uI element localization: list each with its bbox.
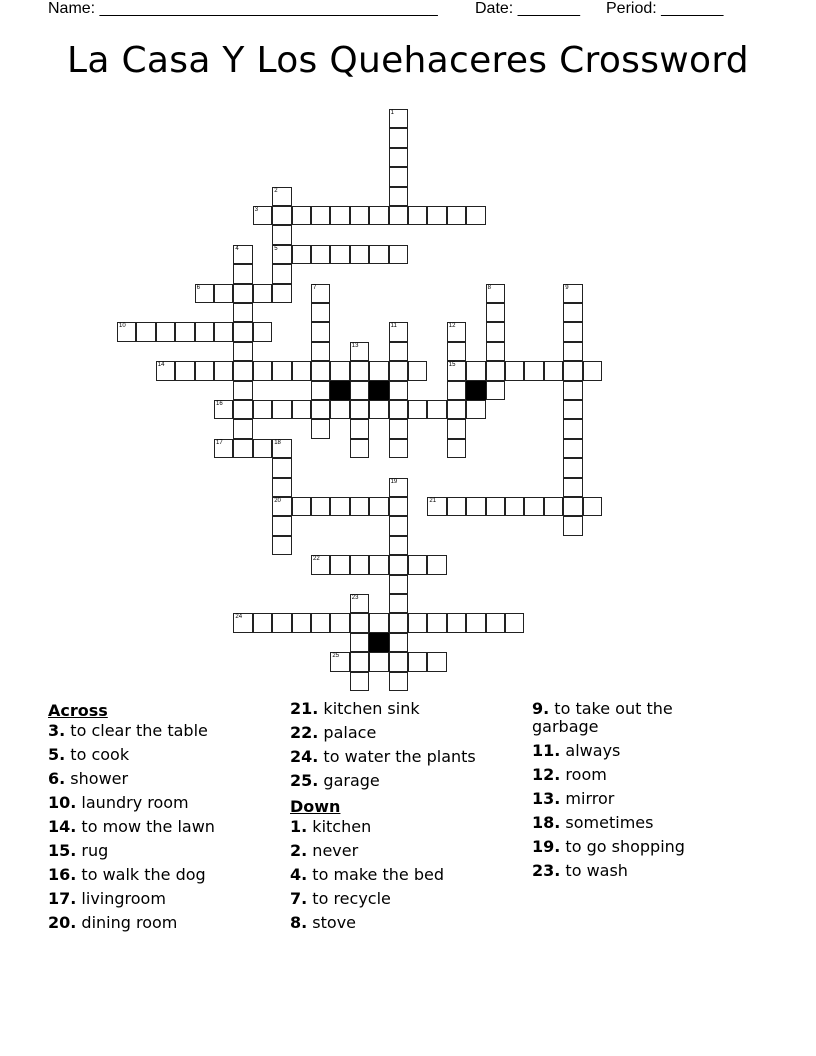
clue-number-label: 23.: [532, 861, 561, 880]
grid-cell[interactable]: [253, 322, 272, 341]
clue-number-label: 1.: [290, 817, 308, 836]
grid-cell[interactable]: [272, 264, 291, 283]
grid-cell[interactable]: [195, 361, 214, 380]
grid-cell[interactable]: [563, 478, 582, 497]
grid-cell[interactable]: [389, 594, 408, 613]
grid-cell[interactable]: [330, 613, 349, 632]
clue-number-label: 25.: [290, 771, 319, 790]
grid-cell[interactable]: [311, 303, 330, 322]
clue-item: [532, 790, 732, 808]
grid-cell[interactable]: [563, 381, 582, 400]
grid-cell[interactable]: [253, 613, 272, 632]
clue-text: to make the bed: [307, 865, 444, 884]
clue-number: 14: [157, 362, 165, 369]
grid-cell[interactable]: [486, 322, 505, 341]
grid-cell[interactable]: [272, 206, 291, 225]
clue-text: rug: [76, 841, 109, 860]
grid-cell[interactable]: [272, 613, 291, 632]
clue-text: to go shopping: [560, 837, 685, 856]
grid-cell[interactable]: [272, 284, 291, 303]
grid-cell[interactable]: [427, 555, 446, 574]
grid-cell[interactable]: [505, 613, 524, 632]
grid-cell[interactable]: [350, 381, 369, 400]
grid-cell[interactable]: [253, 439, 272, 458]
grid-cell[interactable]: [389, 400, 408, 419]
clue-number-label: 4.: [290, 865, 308, 884]
grid-cell[interactable]: [466, 206, 485, 225]
grid-cell[interactable]: [466, 497, 485, 516]
grid-cell[interactable]: [214, 439, 233, 458]
grid-cell[interactable]: [389, 516, 408, 535]
grid-cell[interactable]: [389, 555, 408, 574]
clue-number: 9: [565, 284, 569, 291]
black-square: [330, 381, 349, 400]
grid-cell[interactable]: [369, 497, 388, 516]
grid-cell[interactable]: [486, 303, 505, 322]
grid-cell[interactable]: [408, 555, 427, 574]
grid-cell[interactable]: [408, 613, 427, 632]
clue-item: [290, 818, 520, 836]
clue-text: laundry room: [76, 793, 189, 812]
clue-number: 3: [254, 207, 259, 213]
grid-cell[interactable]: [214, 400, 233, 419]
clue-number-label: 3.: [48, 721, 66, 740]
grid-cell[interactable]: [292, 361, 311, 380]
grid-cell[interactable]: [563, 419, 582, 438]
grid-cell[interactable]: [156, 361, 175, 380]
clue-number-label: 14.: [48, 817, 77, 836]
grid-cell[interactable]: [175, 361, 194, 380]
grid-cell[interactable]: [311, 497, 330, 516]
clue-number: 24: [235, 614, 243, 621]
clue-number-label: 16.: [48, 865, 77, 884]
grid-cell[interactable]: [272, 497, 291, 516]
clue-text: sometimes: [560, 813, 654, 832]
period-field[interactable]: Period: _______: [606, 0, 724, 17]
clue-column-1: [48, 700, 278, 938]
grid-cell[interactable]: [214, 322, 233, 341]
clue-text: kitchen: [307, 817, 372, 836]
clue-item: [532, 814, 732, 832]
clue-column-3: [532, 700, 732, 886]
grid-cell[interactable]: [427, 206, 446, 225]
clue-number-label: 5.: [48, 745, 66, 764]
grid-cell[interactable]: [350, 206, 369, 225]
clue-number: 23: [351, 595, 359, 601]
grid-cell[interactable]: [447, 613, 466, 632]
clue-item: [48, 746, 278, 764]
clue-text: to wash: [560, 861, 628, 880]
grid-cell[interactable]: [427, 652, 446, 671]
black-square: [369, 633, 388, 652]
clue-item: [48, 722, 278, 740]
clue-number-label: 19.: [532, 837, 561, 856]
clue-number-label: 22.: [290, 723, 319, 742]
grid-cell[interactable]: [292, 206, 311, 225]
grid-cell[interactable]: [505, 497, 524, 516]
grid-cell[interactable]: [389, 128, 408, 147]
clue-number: 20: [274, 498, 281, 504]
grid-cell[interactable]: [466, 400, 485, 419]
grid-cell[interactable]: [389, 109, 408, 128]
clue-item: [532, 742, 732, 760]
grid-cell[interactable]: [311, 206, 330, 225]
grid-cell[interactable]: [330, 652, 349, 671]
clue-number-label: 21.: [290, 699, 319, 718]
grid-cell[interactable]: [486, 284, 505, 303]
grid-cell[interactable]: [563, 361, 582, 380]
grid-cell[interactable]: [292, 245, 311, 264]
clue-item: [290, 748, 520, 766]
clue-number: 19: [390, 478, 398, 485]
clue-number: 2: [274, 187, 278, 194]
black-square: [369, 381, 388, 400]
clue-number: 22: [313, 556, 320, 563]
grid-cell[interactable]: [292, 497, 311, 516]
clue-item: [290, 866, 520, 884]
clue-number: 5: [274, 245, 278, 252]
clue-item: [532, 766, 732, 784]
grid-cell[interactable]: [195, 322, 214, 341]
grid-cell[interactable]: [195, 284, 214, 303]
grid-cell[interactable]: [350, 594, 369, 613]
grid-cell[interactable]: [330, 361, 349, 380]
grid-cell[interactable]: [505, 361, 524, 380]
grid-cell[interactable]: [311, 419, 330, 438]
grid-cell[interactable]: [233, 361, 252, 380]
grid-cell[interactable]: [563, 516, 582, 535]
grid-cell[interactable]: [272, 458, 291, 477]
grid-cell[interactable]: [350, 497, 369, 516]
clue-text: to mow the lawn: [76, 817, 215, 836]
grid-cell[interactable]: [233, 381, 252, 400]
grid-cell[interactable]: [292, 613, 311, 632]
grid-cell[interactable]: [350, 672, 369, 691]
grid-cell[interactable]: [389, 381, 408, 400]
clue-text: room: [560, 765, 607, 784]
grid-cell[interactable]: [369, 361, 388, 380]
clue-number-label: 12.: [532, 765, 561, 784]
grid-cell[interactable]: [563, 322, 582, 341]
grid-cell[interactable]: [330, 206, 349, 225]
clue-item: [290, 700, 520, 718]
grid-cell[interactable]: [563, 400, 582, 419]
grid-cell[interactable]: [563, 342, 582, 361]
grid-cell[interactable]: [350, 400, 369, 419]
clue-number-label: 17.: [48, 889, 77, 908]
grid-cell[interactable]: [311, 400, 330, 419]
clue-item: [290, 724, 520, 742]
clue-number-label: 13.: [532, 789, 561, 808]
across-heading: Across: [48, 701, 108, 720]
grid-cell[interactable]: [389, 167, 408, 186]
clue-number: 12: [448, 323, 456, 330]
clue-item: [48, 914, 278, 932]
clue-number: 18: [274, 439, 281, 446]
grid-cell[interactable]: [447, 419, 466, 438]
grid-cell[interactable]: [447, 361, 466, 380]
grid-cell[interactable]: [466, 613, 485, 632]
clue-number-label: 6.: [48, 769, 66, 788]
grid-cell[interactable]: [389, 322, 408, 341]
grid-cell[interactable]: [233, 342, 252, 361]
page-header: [48, 0, 788, 20]
clue-number: 4: [235, 245, 239, 252]
grid-cell[interactable]: [563, 303, 582, 322]
grid-cell[interactable]: [272, 478, 291, 497]
grid-cell[interactable]: [389, 206, 408, 225]
clue-item: [48, 866, 278, 884]
grid-cell[interactable]: [136, 322, 155, 341]
clue-item: [48, 842, 278, 860]
grid-cell[interactable]: [330, 400, 349, 419]
grid-cell[interactable]: [447, 342, 466, 361]
grid-cell[interactable]: [369, 245, 388, 264]
grid-cell[interactable]: [563, 458, 582, 477]
name-field[interactable]: Name: ______________________________________: [48, 0, 438, 17]
grid-cell[interactable]: [330, 555, 349, 574]
clue-text: mirror: [560, 789, 615, 808]
clue-text: never: [307, 841, 359, 860]
clue-item: [48, 770, 278, 788]
clue-number-label: 24.: [290, 747, 319, 766]
grid-cell[interactable]: [389, 672, 408, 691]
grid-cell[interactable]: [350, 652, 369, 671]
clue-number-label: 20.: [48, 913, 77, 932]
grid-cell[interactable]: [233, 303, 252, 322]
grid-cell[interactable]: [350, 342, 369, 361]
page-title: La Casa Y Los Quehaceres Crossword: [67, 40, 749, 81]
grid-cell[interactable]: [447, 322, 466, 341]
grid-cell[interactable]: [233, 400, 252, 419]
grid-cell[interactable]: [272, 516, 291, 535]
grid-cell[interactable]: [350, 439, 369, 458]
grid-cell[interactable]: [253, 400, 272, 419]
grid-cell[interactable]: [563, 439, 582, 458]
clue-item: [532, 838, 732, 856]
black-square: [466, 381, 485, 400]
grid-cell[interactable]: [408, 361, 427, 380]
clue-item: [290, 772, 520, 790]
clue-item: [532, 862, 732, 880]
grid-cell[interactable]: [350, 245, 369, 264]
clue-text: to cook: [65, 745, 130, 764]
clue-text: always: [560, 741, 621, 760]
clue-text: to take out the garbage: [532, 699, 673, 736]
grid-cell[interactable]: [330, 245, 349, 264]
clue-item: [48, 818, 278, 836]
grid-cell[interactable]: [389, 187, 408, 206]
clue-number: 1: [390, 110, 394, 116]
grid-cell[interactable]: [408, 206, 427, 225]
clue-number: 21: [429, 498, 437, 504]
clue-text: dining room: [76, 913, 178, 932]
grid-cell[interactable]: [272, 187, 291, 206]
clue-item: [48, 794, 278, 812]
clue-text: kitchen sink: [318, 699, 420, 718]
grid-cell[interactable]: [214, 361, 233, 380]
grid-cell[interactable]: [486, 361, 505, 380]
grid-cell[interactable]: [214, 284, 233, 303]
grid-cell[interactable]: [233, 419, 252, 438]
grid-cell[interactable]: [292, 400, 311, 419]
grid-cell[interactable]: [175, 322, 194, 341]
grid-cell[interactable]: [369, 652, 388, 671]
grid-cell[interactable]: [272, 439, 291, 458]
grid-cell[interactable]: [563, 284, 582, 303]
grid-cell[interactable]: [369, 555, 388, 574]
clue-text: shower: [65, 769, 129, 788]
grid-cell[interactable]: [233, 613, 252, 632]
clue-number: 7: [313, 284, 317, 291]
clue-item: [290, 842, 520, 860]
grid-cell[interactable]: [389, 575, 408, 594]
clue-number-label: 18.: [532, 813, 561, 832]
grid-cell[interactable]: [389, 497, 408, 516]
grid-cell[interactable]: [311, 555, 330, 574]
clue-number-label: 15.: [48, 841, 77, 860]
grid-cell[interactable]: [117, 322, 136, 341]
grid-cell[interactable]: [272, 536, 291, 555]
clue-number: 16: [216, 401, 223, 407]
clue-number-label: 10.: [48, 793, 77, 812]
grid-cell[interactable]: [583, 497, 602, 516]
grid-cell[interactable]: [389, 633, 408, 652]
clue-text: to walk the dog: [76, 865, 206, 884]
clue-text: garage: [318, 771, 380, 790]
grid-cell[interactable]: [447, 206, 466, 225]
grid-cell[interactable]: [524, 361, 543, 380]
clue-number: 8: [487, 284, 491, 291]
clue-text: to recycle: [307, 889, 391, 908]
grid-cell[interactable]: [486, 381, 505, 400]
down-heading: Down: [290, 797, 341, 816]
grid-cell[interactable]: [447, 400, 466, 419]
clue-item: [290, 890, 520, 908]
grid-cell[interactable]: [369, 206, 388, 225]
clue-text: to clear the table: [65, 721, 208, 740]
grid-cell[interactable]: [427, 613, 446, 632]
clue-text: stove: [307, 913, 357, 932]
grid-cell[interactable]: [563, 497, 582, 516]
grid-cell[interactable]: [330, 497, 349, 516]
grid-cell[interactable]: [350, 613, 369, 632]
grid-cell[interactable]: [350, 361, 369, 380]
clue-number: 25: [332, 653, 340, 660]
clue-text: to water the plants: [318, 747, 476, 766]
clue-number-label: 7.: [290, 889, 308, 908]
grid-cell[interactable]: [427, 497, 446, 516]
grid-cell[interactable]: [389, 342, 408, 361]
grid-cell[interactable]: [311, 613, 330, 632]
clue-text: palace: [318, 723, 377, 742]
clue-item: [532, 700, 732, 736]
grid-cell[interactable]: [272, 361, 291, 380]
grid-cell[interactable]: [233, 264, 252, 283]
clue-item: [290, 914, 520, 932]
clue-column-2: [290, 700, 520, 938]
grid-cell[interactable]: [389, 439, 408, 458]
grid-cell[interactable]: [389, 478, 408, 497]
grid-cell[interactable]: [389, 652, 408, 671]
grid-cell[interactable]: [350, 633, 369, 652]
clue-number-label: 2.: [290, 841, 308, 860]
clue-number: 6: [196, 284, 200, 291]
clue-number: 13: [351, 342, 359, 349]
grid-cell[interactable]: [389, 536, 408, 555]
grid-cell[interactable]: [524, 497, 543, 516]
grid-cell[interactable]: [311, 342, 330, 361]
grid-cell[interactable]: [486, 497, 505, 516]
grid-cell[interactable]: [156, 322, 175, 341]
grid-cell[interactable]: [389, 613, 408, 632]
grid-cell[interactable]: [389, 419, 408, 438]
grid-cell[interactable]: [311, 361, 330, 380]
clue-number: 17: [216, 439, 223, 446]
grid-cell[interactable]: [272, 400, 291, 419]
grid-cell[interactable]: [389, 361, 408, 380]
date-field[interactable]: Date: _______: [475, 0, 580, 17]
clue-text: livingroom: [76, 889, 166, 908]
grid-cell[interactable]: [311, 284, 330, 303]
grid-cell[interactable]: [466, 361, 485, 380]
clue-number: 10: [119, 323, 126, 330]
clue-number: 11: [390, 323, 397, 330]
clue-number: 15: [448, 362, 456, 369]
grid-cell[interactable]: [253, 206, 272, 225]
grid-cell[interactable]: [427, 400, 446, 419]
grid-cell[interactable]: [350, 555, 369, 574]
grid-cell[interactable]: [350, 419, 369, 438]
grid-cell[interactable]: [447, 497, 466, 516]
grid-cell[interactable]: [233, 439, 252, 458]
grid-cell[interactable]: [389, 148, 408, 167]
grid-cell[interactable]: [253, 284, 272, 303]
grid-cell[interactable]: [369, 400, 388, 419]
grid-cell[interactable]: [272, 245, 291, 264]
grid-cell[interactable]: [544, 497, 563, 516]
grid-cell[interactable]: [311, 381, 330, 400]
grid-cell[interactable]: [583, 361, 602, 380]
grid-cell[interactable]: [408, 400, 427, 419]
grid-cell[interactable]: [311, 322, 330, 341]
grid-cell[interactable]: [447, 439, 466, 458]
grid-cell[interactable]: [486, 342, 505, 361]
clue-item: [48, 890, 278, 908]
grid-cell[interactable]: [253, 361, 272, 380]
grid-cell[interactable]: [544, 361, 563, 380]
grid-cell[interactable]: [233, 284, 252, 303]
grid-cell[interactable]: [233, 245, 252, 264]
grid-cell[interactable]: [311, 245, 330, 264]
grid-cell[interactable]: [486, 613, 505, 632]
grid-cell[interactable]: [389, 245, 408, 264]
grid-cell[interactable]: [369, 613, 388, 632]
clue-number-label: 8.: [290, 913, 308, 932]
grid-cell[interactable]: [447, 381, 466, 400]
grid-cell[interactable]: [233, 322, 252, 341]
clue-number-label: 11.: [532, 741, 561, 760]
grid-cell[interactable]: [272, 225, 291, 244]
clue-number-label: 9.: [532, 699, 550, 718]
grid-cell[interactable]: [408, 652, 427, 671]
